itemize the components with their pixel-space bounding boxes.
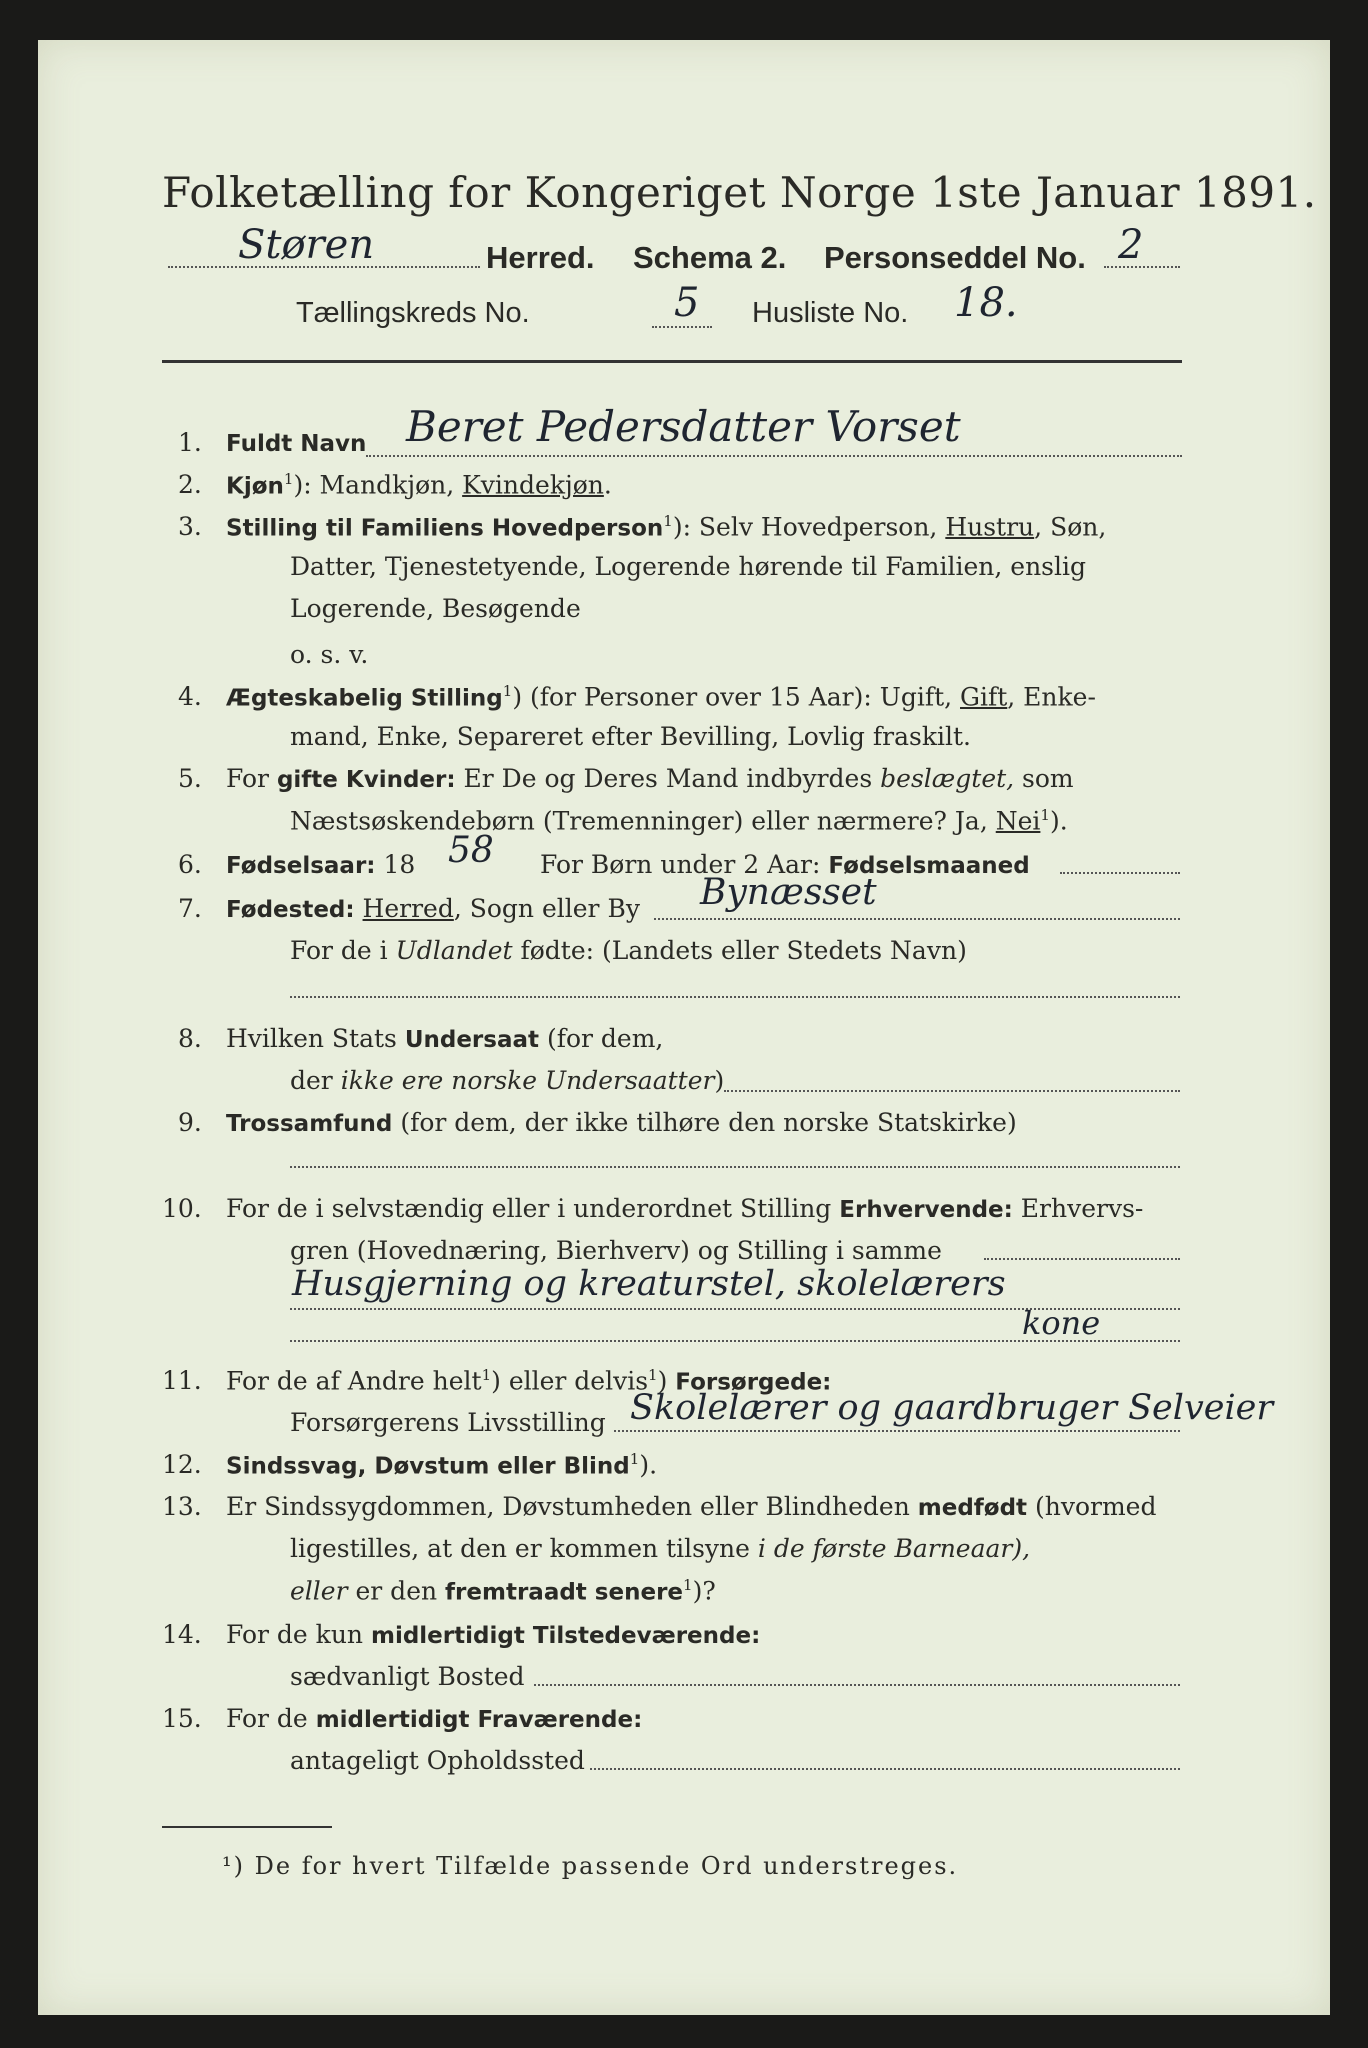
birthplace-selected: Herred — [362, 894, 454, 923]
marital-status-line2: mand, Enke, Separeret efter Bevilling, Lovlig fraskilt. — [290, 722, 971, 751]
marital-selected: Gift — [960, 682, 1008, 712]
full-name-label: Fuldt Navn — [226, 431, 367, 457]
question-text: Hvilken Stats — [226, 1024, 405, 1053]
married-women-line — [226, 764, 1074, 793]
birthplace-options: , Sogn eller By — [453, 894, 640, 923]
question-italic: i de første Barneaar), — [757, 1534, 1031, 1563]
occupation-label: Erhvervende: — [839, 1197, 1013, 1223]
foreign-birthplace-dotted-line — [290, 996, 1180, 998]
citizenship-line2 — [290, 1066, 724, 1095]
footnote-ref: 1 — [648, 1366, 658, 1384]
occupation-dotted-line — [984, 1258, 1180, 1260]
temporary-present-label: midlertidigt Tilstedeværende: — [370, 1623, 761, 1649]
religion-line — [226, 1108, 1017, 1137]
punct: ). — [639, 1450, 658, 1480]
birthplace-line2 — [290, 936, 967, 965]
punct: ). — [1049, 806, 1068, 836]
usual-residence-label: sædvanligt Bosted — [290, 1662, 525, 1691]
congenital-line — [226, 1492, 1156, 1521]
question-text: (for dem, der ikke tilhøre den norske Statskirke) — [392, 1108, 1017, 1137]
item-number: 14. — [162, 1620, 202, 1649]
punct: )? — [692, 1576, 716, 1606]
footnote-ref: 1 — [683, 1576, 693, 1594]
occupation-value: Husgjerning og kreaturstel, skolelærers — [292, 1264, 1006, 1304]
marital-options: , Enke- — [1007, 682, 1096, 712]
question-text: For Børn under 2 Aar: — [540, 850, 829, 879]
question-text: (hvormed — [1027, 1492, 1157, 1521]
item-number: 13. — [162, 1492, 202, 1521]
congenital-line3 — [290, 1576, 716, 1605]
family-position-label: Stilling til Familiens Hovedperson — [226, 515, 664, 542]
herred-label: Herred. — [486, 240, 595, 275]
personseddel-dotted-line — [1104, 266, 1180, 268]
question-text: som — [1014, 764, 1074, 793]
religion-label: Trossamfund — [226, 1111, 393, 1137]
temporary-absent-line — [226, 1704, 642, 1733]
dependent-line: For de af Andre helt$^1$) eller delvis$^1$) Forsørgede: — [226, 1366, 832, 1396]
item-number: 5. — [178, 764, 202, 793]
prefix: For de — [226, 1704, 316, 1733]
marital-status-label: Ægteskabelig Stilling — [226, 685, 503, 712]
item-number: 7. — [178, 894, 202, 923]
family-position-line2: Datter, Tjenestetyende, Logerende hørende til Familien, enslig — [290, 552, 1087, 581]
family-position-line3: Logerende, Besøgende — [290, 594, 581, 623]
religion-dotted-line — [290, 1166, 1180, 1168]
family-position-selected: Hustru — [945, 512, 1035, 542]
occupation-line2: gren (Hovednæring, Bierhverv) og Stilling i samme — [290, 1236, 942, 1265]
question-text: For de i selvstændig eller i underordnet Stilling — [226, 1194, 840, 1223]
provider-dotted-line — [614, 1430, 1180, 1432]
sex-selected: Kvindekjøn — [462, 470, 604, 500]
century-prefix: 18 — [383, 850, 416, 879]
occupation-value-cont: kone — [1022, 1304, 1101, 1342]
provider-occupation-value: Skolelærer og gaardbruger Selveier — [630, 1388, 1274, 1428]
footnote-text: De for hvert Tilfælde passende Ord understreges. — [254, 1852, 959, 1880]
occupation-answer-line2 — [290, 1340, 1180, 1342]
birthplace-line — [226, 894, 640, 923]
question-text: Er De og Deres Mand indbyrdes — [455, 764, 881, 793]
family-position-options: , Søn, — [1034, 512, 1107, 542]
citizenship-label: Undersaat — [404, 1027, 539, 1053]
husliste-label: Husliste No. — [752, 297, 909, 329]
kreds-dotted-line — [652, 326, 712, 328]
question-text: For de i — [290, 936, 396, 965]
provider-occupation-label: Forsørgerens Livsstilling — [290, 1408, 606, 1437]
question-text: ligestilles, at den er kommen tilsyne — [290, 1534, 758, 1563]
kreds-value: 5 — [674, 280, 700, 326]
question-text: For de af Andre helt — [226, 1366, 482, 1396]
footnote — [222, 1852, 958, 1880]
full-name-value: Beret Pedersdatter Vorset — [406, 402, 961, 451]
usual-residence-dotted-line — [534, 1684, 1180, 1686]
birth-month-dotted-line — [1060, 872, 1180, 874]
prefix: For — [226, 764, 277, 793]
herred-value: Støren — [238, 222, 375, 268]
temporary-absent-label: midlertidigt Fraværende: — [315, 1707, 643, 1733]
birth-year-label: Fødselsaar: — [226, 853, 376, 879]
question-text: Næstsøskendebørn (Tremenninger) eller nærmere? Ja, — [290, 806, 996, 836]
question-italic: eller — [290, 1576, 348, 1606]
citizenship-line — [226, 1024, 663, 1053]
birth-year-value: 58 — [448, 830, 494, 871]
item-number: 6. — [178, 850, 202, 879]
item-number: 8. — [178, 1024, 202, 1053]
item-number: 9. — [178, 1108, 202, 1137]
item-number: 2. — [178, 470, 202, 499]
marital-status-line — [226, 682, 1096, 711]
item-number: 3. — [178, 512, 202, 541]
footnote-ref: 1 — [663, 512, 673, 530]
dependent-label: Forsørgede: — [675, 1369, 832, 1396]
birth-year-line — [226, 850, 415, 879]
later-onset-label: fremtraadt senere — [445, 1579, 684, 1606]
personseddel-value: 2 — [1118, 222, 1144, 268]
congenital-label: medfødt — [917, 1495, 1028, 1521]
form-title: Folketælling for Kongeriget Norge 1ste Januar 1891. — [162, 168, 1317, 217]
husliste-value: 18. — [954, 280, 1018, 326]
punct: ) — [714, 1066, 725, 1095]
disability-line — [226, 1450, 657, 1479]
schema-label: Schema 2. — [633, 240, 787, 275]
family-position-options: ): Selv Hovedperson, — [672, 512, 946, 542]
family-position-line4: o. s. v. — [290, 640, 369, 669]
footnote-ref: 1 — [481, 1366, 492, 1384]
item-number: 4. — [178, 682, 202, 711]
item-number: 12. — [162, 1450, 202, 1479]
full-name-dotted-line — [366, 455, 1182, 457]
citizenship-dotted-line — [724, 1090, 1180, 1092]
question-italic: ikke ere norske Undersaatter — [340, 1066, 715, 1095]
item-number: 15. — [162, 1704, 202, 1733]
personseddel-label: Personseddel No. — [824, 240, 1086, 275]
married-women-line2 — [290, 806, 1068, 835]
married-women-label: gifte Kvinder: — [276, 767, 456, 793]
answer-selected: Nei — [995, 806, 1041, 836]
item-number: 1. — [178, 428, 202, 457]
question-italic: Udlandet — [395, 936, 513, 965]
birth-month-label: Fødselsmaaned — [828, 853, 1030, 879]
birthplace-value: Bynæsset — [700, 872, 877, 913]
family-position-line — [226, 512, 1106, 541]
question-text: fødte: (Landets eller Stedets Navn) — [512, 936, 967, 965]
sex-options: ): Mandkjøn, — [293, 470, 463, 500]
question-text: (for dem, — [539, 1024, 664, 1053]
sex-line — [226, 470, 612, 499]
footnote-ref: 1 — [283, 470, 294, 488]
item-number: 10. — [162, 1194, 202, 1223]
question-italic: beslægtet, — [880, 764, 1015, 793]
question-text: ) eller delvis — [491, 1366, 649, 1396]
sex-label: Kjøn — [226, 473, 284, 500]
prefix: For de kun — [226, 1620, 371, 1649]
question-text: Er Sindssygdommen, Døvstumheden eller Blindheden — [226, 1492, 918, 1521]
punct: . — [603, 470, 612, 500]
question-text: der — [290, 1066, 341, 1095]
disability-label: Sindssvag, Døvstum eller Blind — [226, 1453, 630, 1480]
footnote-ref: 1 — [629, 1450, 640, 1468]
occupation-line — [226, 1194, 1143, 1223]
question-text: er den — [347, 1576, 446, 1606]
footnote-mark: ¹) — [222, 1852, 245, 1880]
birthplace-dotted-line — [654, 918, 1180, 920]
footnote-rule — [162, 1826, 332, 1828]
probable-residence-dotted-line — [590, 1768, 1180, 1770]
header-rule — [162, 360, 1182, 363]
footnote-ref: 1 — [502, 682, 513, 700]
footnote-ref: 1 — [1040, 806, 1050, 824]
question-text: Erhvervs- — [1012, 1194, 1144, 1223]
congenital-line2 — [290, 1534, 1030, 1563]
kreds-label: Tællingskreds No. — [296, 297, 530, 329]
probable-residence-label: antageligt Opholdssted — [290, 1746, 585, 1775]
marital-options: ) (for Personer over 15 Aar): Ugift, — [512, 682, 961, 712]
birthplace-label: Fødested: — [226, 897, 355, 923]
temporary-present-line — [226, 1620, 760, 1649]
item-number: 11. — [162, 1366, 202, 1395]
